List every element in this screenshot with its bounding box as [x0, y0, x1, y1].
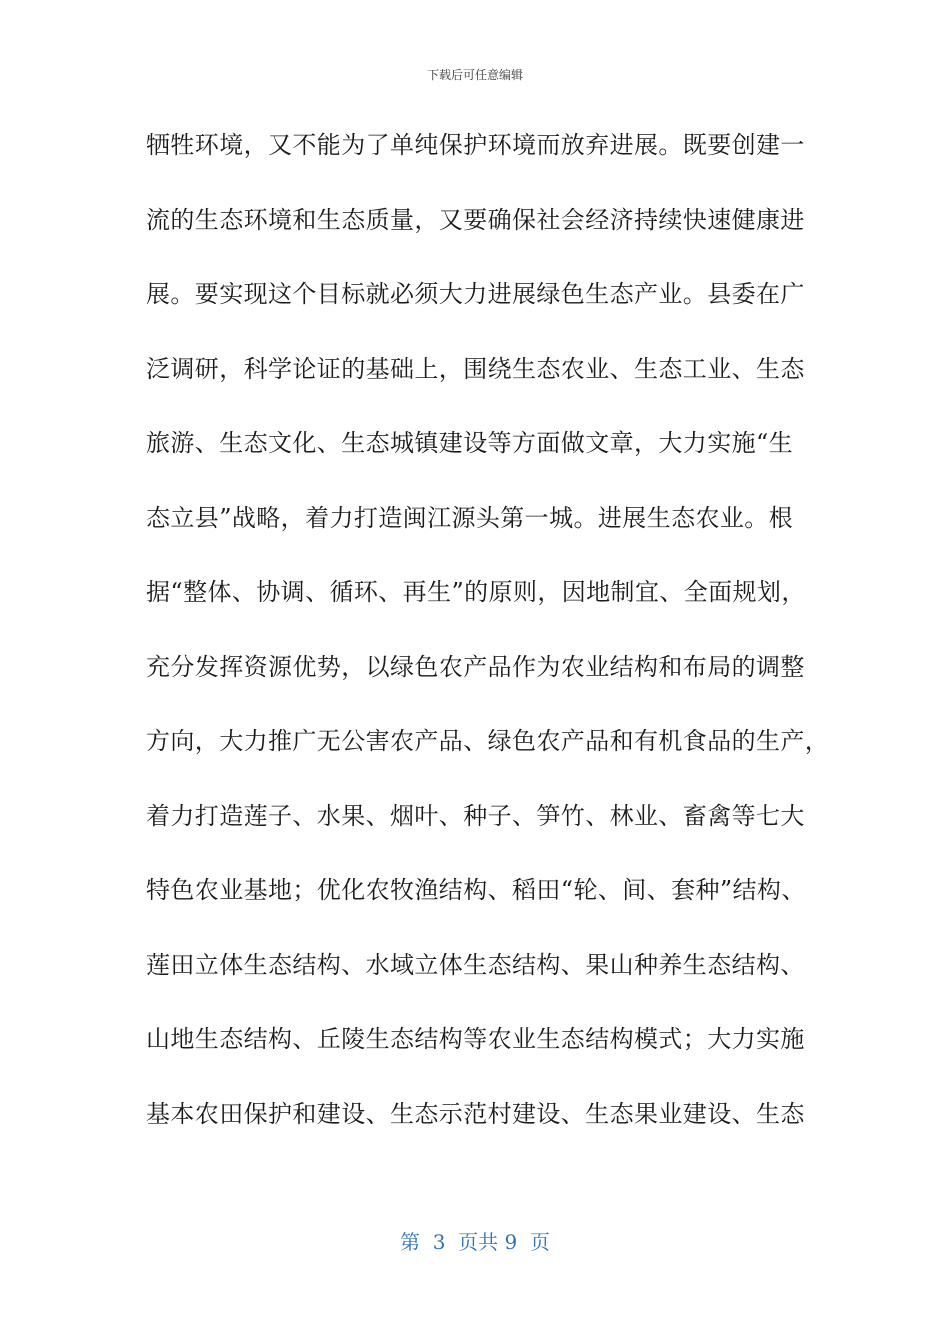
body-line: 据“整体、协调、循环、再生”的原则，因地制宜、全面规划， [146, 578, 806, 606]
page-number: 第 3 页共 9 页 [400, 1230, 550, 1254]
body-line: 特色农业基地；优化农牧渔结构、稻田“轮、间、套种”结构、 [146, 876, 806, 904]
body-line: 牺牲环境，又不能为了单纯保护环境而放弃进展。既要创建一 [146, 131, 805, 159]
body-line: 基本农田保护和建设、生态示范村建设、生态果业建设、生态 [146, 1099, 805, 1128]
header-note: 下载后可任意编辑 [426, 68, 523, 82]
body-line: 山地生态结构、丘陵生态结构等农业生态结构模式；大力实施 [146, 1025, 805, 1053]
body-line: 态立县”战略，着力打造闽江源头第一城。进展生态农业。根 [146, 503, 794, 532]
body-line: 流的生态环境和生态质量，又要确保社会经济持续快速健康进 [146, 205, 805, 234]
body-line: 旅游、生态文化、生态城镇建设等方面做文章，大力实施“生 [146, 429, 794, 457]
body-line: 泛调研，科学论证的基础上，围绕生态农业、生态工业、生态 [146, 354, 805, 383]
body-line: 方向，大力推广无公害农产品、绿色农产品和有机食品的生产， [146, 727, 830, 755]
body-line: 着力打造莲子、水果、烟叶、种子、笋竹、林业、畜禽等七大 [146, 801, 805, 830]
document-body [146, 123, 830, 1166]
body-line: 莲田立体生态结构、水域立体生态结构、果山种养生态结构、 [146, 950, 805, 979]
body-line: 充分发挥资源优势，以绿色农产品作为农业结构和布局的调整 [146, 652, 805, 681]
body-line: 展。要实现这个目标就必须大力进展绿色生态产业。县委在广 [146, 280, 805, 308]
